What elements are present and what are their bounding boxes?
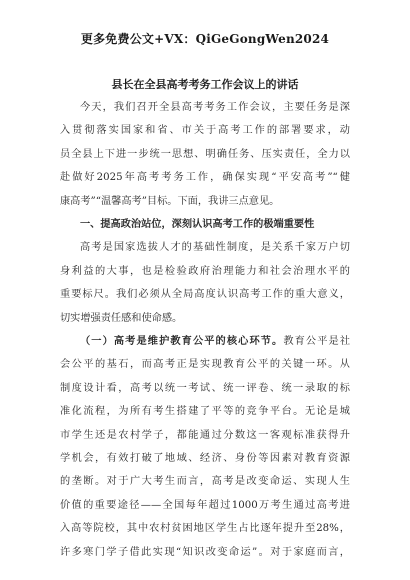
- paragraph-line: [60, 449, 350, 464]
- line-text: 许多寒门学子借此实现“知识改变命运”。对于家庭而言，: [60, 546, 350, 558]
- line-text: 康高考”“温馨高考”目标。下面，我讲三点意见。: [60, 195, 280, 207]
- line-text: 会公平的基石，而高考正是实现教育公平的关键一环。从: [60, 359, 350, 371]
- paragraph-line: [60, 496, 350, 511]
- line-text: 的垄断。对于广大考生而言，高考是改变命运、实现人生: [60, 476, 350, 488]
- paragraph-line: [80, 332, 350, 347]
- line-text: 入高等院校，其中农村贫困地区学生占比逐年提升至28%，: [60, 523, 350, 535]
- paragraph-line: [60, 519, 350, 534]
- line-text: 市学生还是农村学子，都能通过分数这一客观标准获得升: [60, 429, 350, 441]
- subheading-text: （一）高考是维护教育公平的核心环节。: [80, 335, 284, 347]
- paragraph-line: [60, 309, 350, 324]
- line-text: 重要标尺。我们必须从全局高度认识高考工作的重大意义，: [60, 289, 350, 301]
- line-text: 制度设计看，高考以统一考试、统一评卷、统一录取的标: [60, 382, 350, 394]
- section-heading: [80, 215, 350, 230]
- line-text: 身利益的大事，也是检验政府治理能力和社会治理水平的: [60, 265, 350, 277]
- paragraph-line: [60, 472, 350, 487]
- paragraph-line: [60, 426, 350, 441]
- line-text: 一、提高政治站位，深刻认识高考工作的极端重要性: [80, 218, 315, 230]
- line-text: 教育公平是社: [283, 336, 350, 347]
- paragraph-line: [60, 402, 350, 417]
- line-text: 入贯彻落实国家和省、市关于高考工作的部署要求，动: [60, 125, 350, 137]
- paragraph-line: [60, 192, 350, 207]
- line-text: 高考是国家选拔人才的基础性制度，是关系千家万户切: [80, 242, 350, 254]
- paragraph-line: [60, 121, 350, 136]
- paragraph-line: [80, 98, 350, 113]
- line-text: 学机会，有效打破了地域、经济、身份等因素对教育资源: [60, 453, 350, 464]
- paragraph-line: [60, 285, 350, 300]
- line-text: 员全县上下进一步统一思想、明确任务、压实责任，全力以: [60, 148, 350, 160]
- paragraph-line: [80, 238, 350, 253]
- paragraph-line: [60, 262, 350, 277]
- paragraph-line: [60, 168, 350, 183]
- watermark-header: 更多免费公文+VX：QiGeGongWen2024: [80, 32, 330, 46]
- line-text: 准化流程，为所有考生搭建了平等的竞争平台。无论是城: [60, 406, 350, 418]
- document-title: 县长在全县高考考务工作会议上的讲话: [111, 78, 299, 91]
- line-text: 赴做好2025年高考考务工作，确保实现“平安高考”“健: [60, 172, 350, 184]
- line-text: 切实增强责任感和使命感。: [60, 312, 183, 324]
- paragraph-line: [60, 355, 350, 370]
- paragraph-line: [60, 145, 350, 160]
- line-text: 今天，我们召开全县高考考务工作会议，主要任务是深: [80, 102, 350, 113]
- paragraph-line: [60, 543, 350, 558]
- paragraph-line: [60, 379, 350, 394]
- line-text: 价值的重要途径——全国每年超过1000万考生通过高考进: [60, 499, 350, 511]
